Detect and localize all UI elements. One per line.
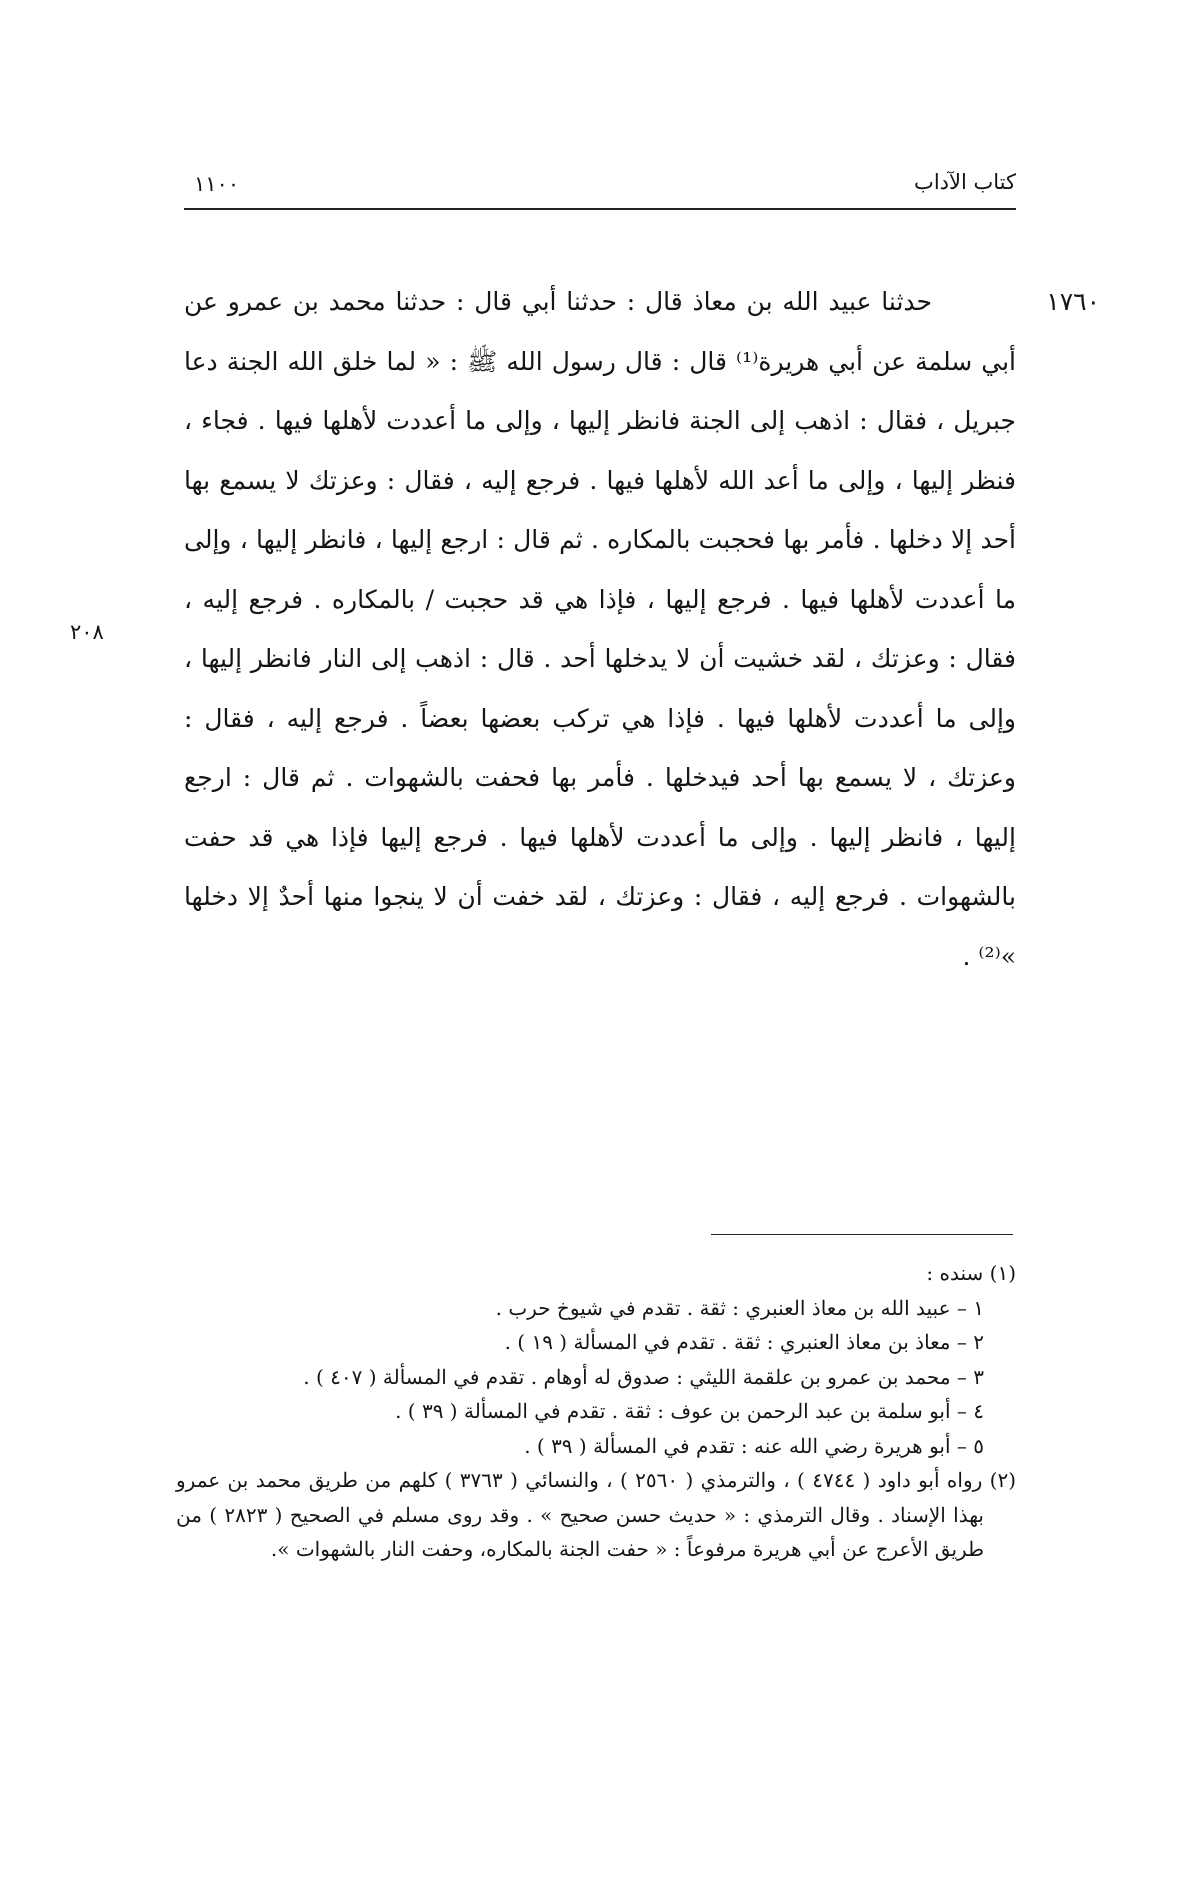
footnote-1-heading: (١) سنده : bbox=[926, 1261, 1016, 1285]
narrator-item: ٤ – أبو سلمة بن عبد الرحمن بن عوف : ثقة . تقدم في المسألة ( ٣٩ ) . bbox=[395, 1399, 984, 1423]
hadith-text: حدثنا عبيد الله بن معاذ قال : حدثنا أبي قال : حدثنا محمد بن عمرو عن أبي سلمة عن أبي هريرة⁽¹⁾ قال : قال رسول الله ﷺ : « لما خلق الله الجنة دعا جبريل ، فقال : اذهب إلى الجنة فانظر إليها ، وإلى ما أعددت لأهلها فيها . فجاء ، فنظر إليها ، وإلى ما أعد الله لأهلها فيها . فرجع إليه ، فقال : وعزتك لا يسمع بها أحد إلا دخلها . فأمر بها فحجبت بالمكاره . ثم قال : ارجع إليها ، فانظر إليها ، وإلى ما أعددت لأهلها فيها . فرجع إليها ، فإذا هي قد حجبت / بالمكاره . فرجع إليه ، فقال : وعزتك ، لقد خشيت أن لا يدخلها أحد . قال : اذهب إلى النار فانظر إليها ، وإلى ما أعددت لأهلها فيها . فإذا هي تركب بعضها بعضاً . فرجع إليه ، فقال : وعزتك ، لا يسمع بها أحد فيدخلها . فأمر بها فحفت بالشهوات . ثم قال : ارجع إليها ، فانظر إليها . وإلى ما أعددت لأهلها فيها . فرجع إليها فإذا هي قد حفت بالشهوات . فرجع إليه ، فقال : وعزتك ، لقد خفت أن لا ينجوا منها أحدٌ إلا دخلها »⁽²⁾ . bbox=[184, 287, 1017, 971]
narrator-item: ١ – عبيد الله بن معاذ العنبري : ثقة . تقدم في شيوخ حرب . bbox=[495, 1295, 984, 1320]
footnote-separator bbox=[711, 1234, 1013, 1235]
footnotes bbox=[176, 1256, 1016, 1567]
narrator-item: ٢ – معاذ بن معاذ العنبري : ثقة . تقدم في المسألة ( ١٩ ) . bbox=[504, 1330, 984, 1354]
narrator-item: ٥ – أبو هريرة رضي الله عنه : تقدم في المسألة ( ٣٩ ) . bbox=[524, 1433, 984, 1458]
footnote-2: (٢) رواه أبو داود ( ٤٧٤٤ ) ، والترمذي ( ٢٥٦٠ ) ، والنسائي ( ٣٧٦٣ ) كلهم من طريق محمد بن عمرو بهذا الإسناد . وقال الترمذي : « حديث حسن صحيح » . وقد روى مسلم في الصحيح ( ٢٨٢٣ ) من طريق الأعرج عن أبي هريرة مرفوعاً : « حفت الجنة بالمكاره، وحفت النار بالشهوات ». bbox=[176, 1468, 1016, 1561]
running-title: كتاب الآداب bbox=[914, 170, 1016, 194]
margin-page-reference: ٢٠٨ bbox=[70, 620, 104, 644]
hadith-paragraph bbox=[184, 272, 1100, 986]
hadith-number: ١٧٦٠ bbox=[1046, 287, 1100, 316]
narrator-item: ٣ – محمد بن عمرو بن علقمة الليثي : صدوق له أوهام . تقدم في المسألة ( ٤٠٧ ) . bbox=[303, 1364, 984, 1389]
page-number: ١١٠٠ bbox=[194, 172, 240, 196]
page-header bbox=[184, 168, 1016, 210]
